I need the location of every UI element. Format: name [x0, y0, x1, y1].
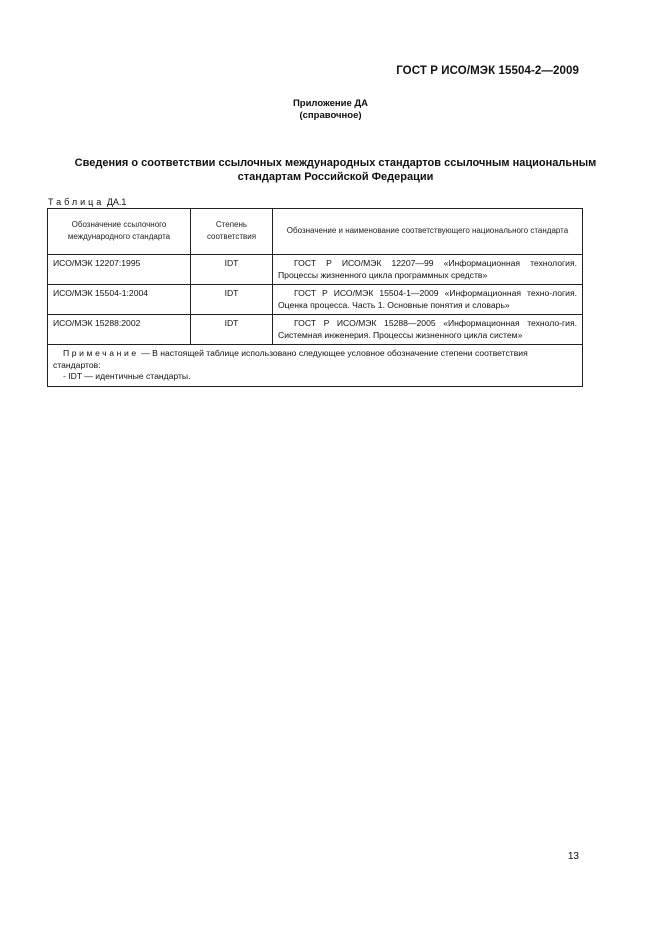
document-header: ГОСТ Р ИСО/МЭК 15504-2—2009 — [396, 65, 579, 77]
cell-national — [273, 315, 583, 345]
table-note-row — [48, 345, 583, 387]
column-header-degree: Степень соответствия — [191, 209, 273, 255]
note-lead: Примечание — [63, 348, 139, 358]
table-row — [48, 285, 583, 315]
section-title — [45, 156, 626, 184]
appendix-heading — [0, 98, 661, 122]
column-header-national: Обозначение и наименование соответствующего национального стандарта — [273, 209, 583, 255]
cell-reference: ИСО/МЭК 12207:1995 — [48, 255, 191, 285]
note-item: - IDT — идентичные стандарты. — [63, 371, 191, 381]
cell-degree: IDT — [191, 255, 273, 285]
table-caption-word: Таблица — [48, 197, 105, 207]
table-row — [48, 315, 583, 345]
appendix-subtitle: (справочное) — [299, 110, 362, 121]
note-text: — В настоящей таблице использовано следующее условное обозначение степени соответствия стандартов: — [53, 348, 528, 370]
cell-national-text: ГОСТ Р ИСО/МЭК 15288—2005 «Информационная техноло-гия. Системная инженерия. Процессы жизненного цикла систем» — [278, 318, 577, 340]
column-header-reference: Обозначение ссылочного международного стандарта — [48, 209, 191, 255]
cell-national — [273, 255, 583, 285]
table-caption — [48, 197, 126, 208]
cell-degree: IDT — [191, 285, 273, 315]
standards-table — [47, 208, 583, 387]
table-note — [48, 345, 583, 387]
cell-national-text: ГОСТ Р ИСО/МЭК 12207—99 «Информационная технология. Процессы жизненного цикла программных средств» — [278, 258, 577, 280]
table-header-row — [48, 209, 583, 255]
page-number: 13 — [567, 851, 579, 862]
table-row — [48, 255, 583, 285]
section-title-line-2: стандартам Российской Федерации — [237, 171, 434, 183]
cell-reference: ИСО/МЭК 15504-1:2004 — [48, 285, 191, 315]
table-caption-number: ДА.1 — [106, 197, 127, 207]
cell-reference: ИСО/МЭК 15288:2002 — [48, 315, 191, 345]
section-title-line-1: Сведения о соответствии ссылочных международных стандартов ссылочным национальным — [74, 157, 597, 169]
appendix-title: Приложение ДА — [292, 98, 369, 109]
cell-degree: IDT — [191, 315, 273, 345]
cell-national — [273, 285, 583, 315]
cell-national-text: ГОСТ Р ИСО/МЭК 15504-1—2009 «Информационная техно-логия. Оценка процесса. Часть 1. Основные понятия и словарь» — [278, 288, 577, 310]
